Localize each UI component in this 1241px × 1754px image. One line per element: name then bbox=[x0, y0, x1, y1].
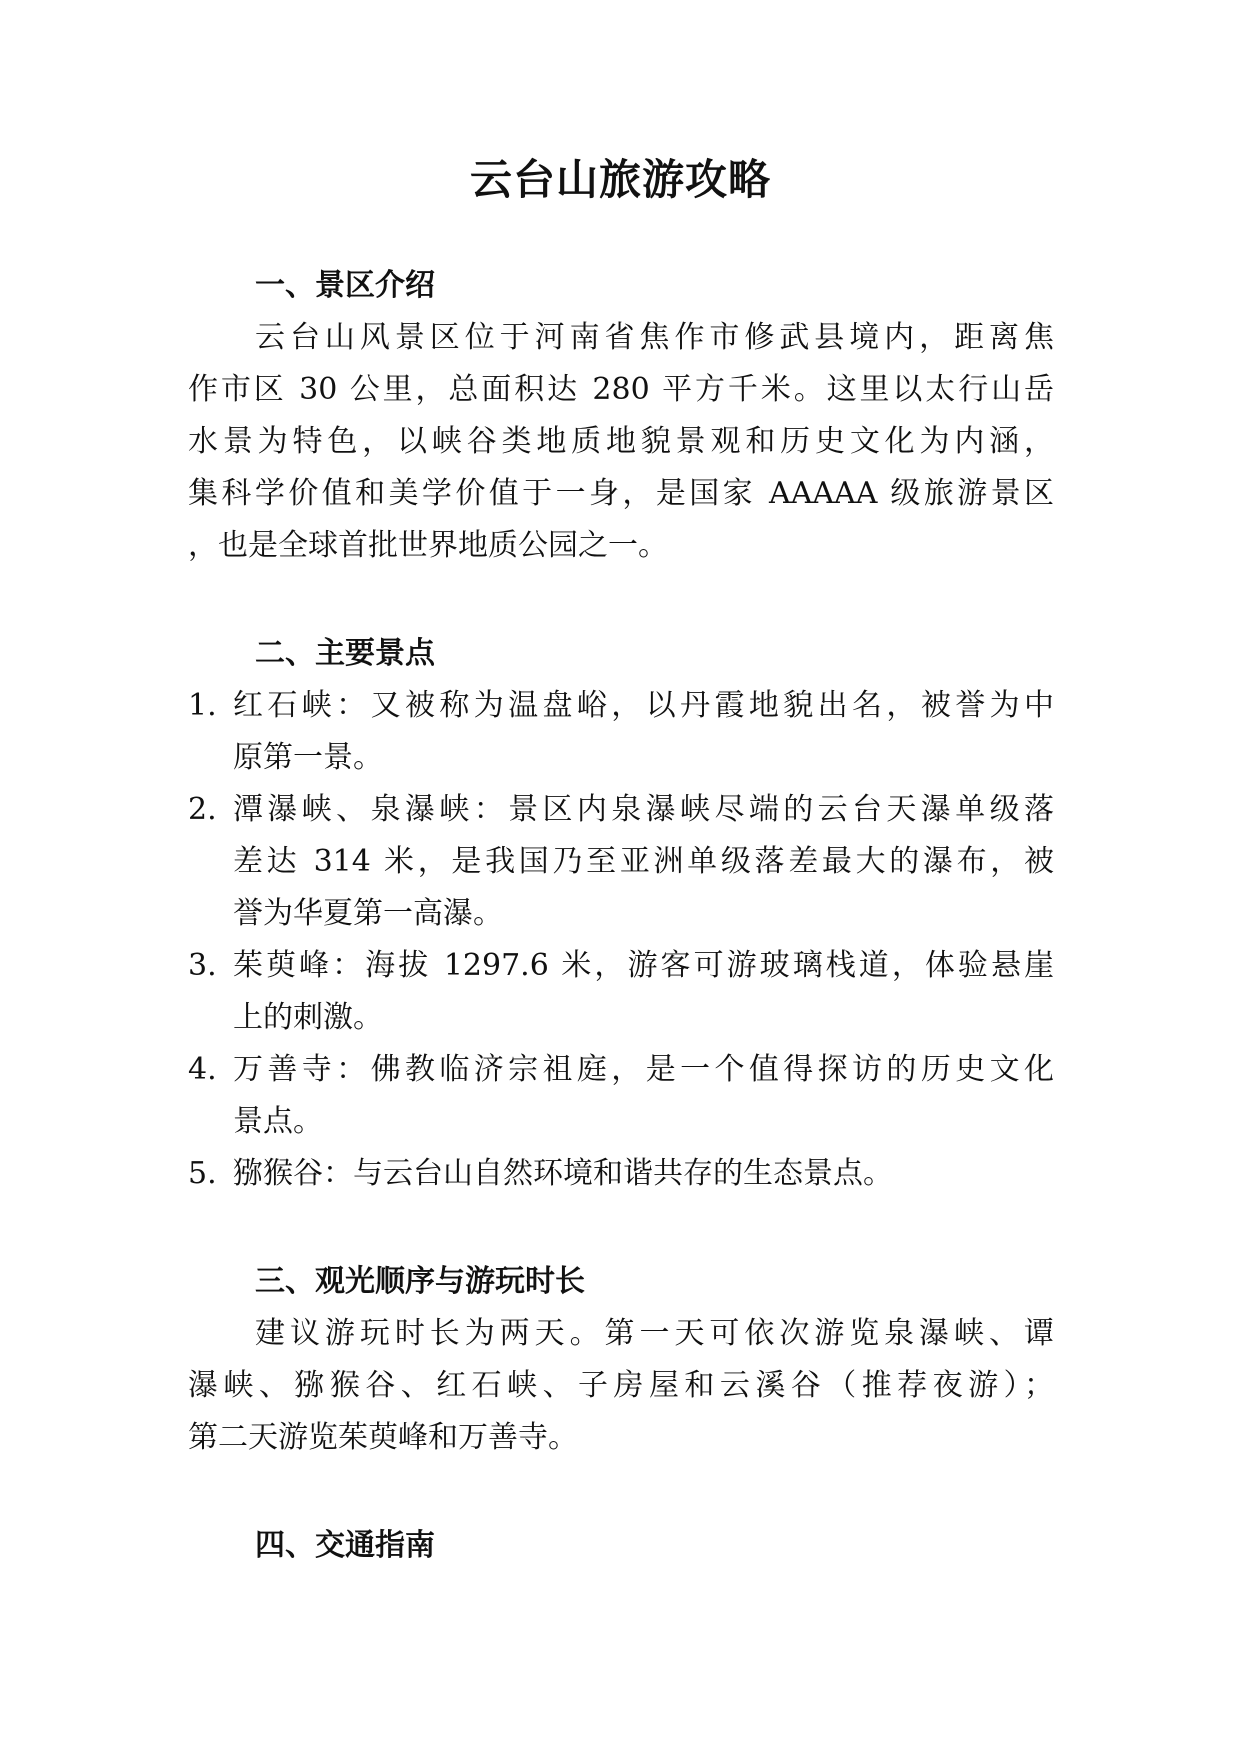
list-item-line: 万善寺：佛教临济宗祖庭，是一个值得探访的历史文化 bbox=[233, 1052, 1054, 1087]
section-heading-attractions: 二、主要景点 bbox=[255, 636, 435, 671]
paragraph-line: 瀑峡、猕猴谷、红石峡、子房屋和云溪谷（推荐夜游）； bbox=[188, 1368, 1054, 1403]
list-item-number: 3. bbox=[188, 948, 217, 983]
paragraph-line: 建议游玩时长为两天。第一天可依次游览泉瀑峡、谭 bbox=[255, 1316, 1054, 1351]
paragraph-line: 第二天游览茱萸峰和万善寺。 bbox=[188, 1420, 578, 1455]
paragraph-line: 集科学价值和美学价值于一身，是国家 AAAAA 级旅游景区 bbox=[188, 476, 1054, 511]
list-item-line: 原第一景。 bbox=[233, 740, 383, 775]
paragraph-line: 云台山风景区位于河南省焦作市修武县境内，距离焦 bbox=[255, 320, 1054, 355]
list-item-line: 红石峡：又被称为温盘峪，以丹霞地貌出名，被誉为中 bbox=[233, 688, 1054, 723]
list-item-number: 1. bbox=[188, 688, 217, 723]
list-item-line: 景点。 bbox=[233, 1104, 323, 1139]
list-item-number: 5. bbox=[188, 1156, 217, 1191]
section-heading-itinerary: 三、观光顺序与游玩时长 bbox=[255, 1264, 585, 1299]
list-item-line: 上的刺激。 bbox=[233, 1000, 383, 1035]
list-item-line: 茱萸峰：海拔 1297.6 米，游客可游玻璃栈道，体验悬崖 bbox=[233, 948, 1054, 983]
list-item-line: 潭瀑峡、泉瀑峡：景区内泉瀑峡尽端的云台天瀑单级落 bbox=[233, 792, 1054, 827]
paragraph-line: 作市区 30 公里，总面积达 280 平方千米。这里以太行山岳 bbox=[188, 372, 1054, 407]
paragraph-line: ，也是全球首批世界地质公园之一。 bbox=[188, 528, 668, 563]
paragraph-line: 水景为特色，以峡谷类地质地貌景观和历史文化为内涵， bbox=[188, 424, 1054, 459]
list-item-line: 誉为华夏第一高瀑。 bbox=[233, 896, 503, 931]
list-item-number: 4. bbox=[188, 1052, 217, 1087]
document-title: 云台山旅游攻略 bbox=[469, 155, 771, 204]
list-item-number: 2. bbox=[188, 792, 217, 827]
section-heading-intro: 一、景区介绍 bbox=[255, 268, 435, 303]
list-item-line: 差达 314 米，是我国乃至亚洲单级落差最大的瀑布，被 bbox=[233, 844, 1054, 879]
list-item-line: 猕猴谷：与云台山自然环境和谐共存的生态景点。 bbox=[233, 1156, 893, 1191]
section-heading-transport: 四、交通指南 bbox=[255, 1528, 435, 1563]
